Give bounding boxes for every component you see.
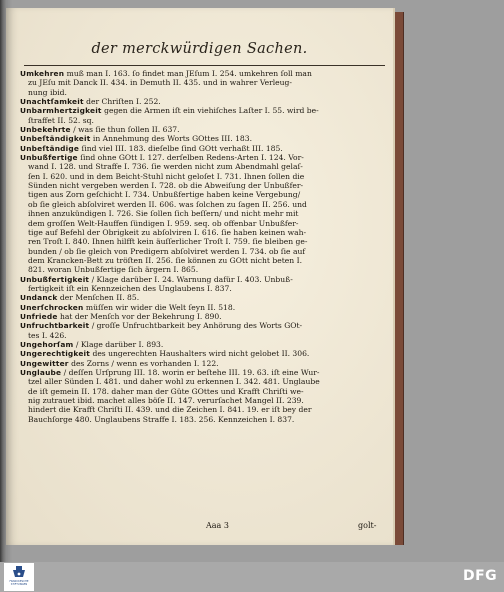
index-entry [20, 153, 386, 162]
index-entry-continuation [20, 78, 386, 87]
entry-text: 821. woran Unbußfertige ſich ärgern I. 865. [28, 265, 199, 275]
entry-keyword: Unbußfertigkeit [20, 274, 90, 284]
entry-keyword: Unbarmhertzigkeit [20, 106, 102, 116]
index-entry [20, 106, 386, 115]
index-entry-continuation [20, 256, 386, 265]
entry-text: / was ſie thun ſollen II. 637. [73, 125, 180, 135]
entry-text: des Zorns / wenn es vorhanden I. 122. [71, 358, 219, 368]
page-header: der merckwürdigen Sachen. [91, 41, 308, 57]
entry-keyword: Unbeſtändigkeit [20, 134, 91, 144]
entry-text: nig zutrauet ibid. machet alles böſe II. 147. verurſachet Mangel II. 239. [28, 396, 304, 406]
index-entry [20, 293, 386, 302]
index-entry-continuation [20, 284, 386, 293]
index-entry [20, 312, 386, 321]
index-entry [20, 303, 386, 312]
entry-text: der Menſchen II. 85. [59, 293, 140, 303]
entry-text: / Klage darüber I. 893. [75, 339, 164, 349]
dfg-logo: DFG [463, 568, 498, 584]
index-entry [20, 144, 386, 153]
index-entry-continuation [20, 116, 386, 125]
index-entry-continuation [20, 228, 386, 237]
entry-text: hat der Menſch vor der Bekehrung I. 890. [60, 311, 222, 321]
entry-keyword: Unfriede [20, 311, 58, 321]
index-entry [20, 349, 386, 358]
entry-text: ihnen anzukündigen I. 726. Sie ſollen ſich beſſern/ und nicht mehr mit [28, 209, 299, 219]
entry-keyword: Unerſchrocken [20, 302, 84, 312]
franckesche-stiftungen-logo [4, 563, 34, 591]
entry-text: Sünden nicht vergeben werden I. 728. ob die Abweiſung der Unbußfer- [28, 181, 304, 191]
entry-text: ſind ohne GOtt I. 127. derſelben Redens-Arten I. 124. Vor- [80, 153, 304, 163]
index-entry-continuation [20, 265, 386, 274]
header-rule [24, 65, 385, 66]
signature-mark: Aaa 3 [206, 521, 229, 530]
index-entry [20, 368, 386, 377]
index-entry [20, 275, 386, 284]
index-entry-continuation [20, 405, 386, 414]
entry-keyword: Undanck [20, 293, 58, 303]
entry-keyword: Ungewitter [20, 358, 69, 368]
logo-text: FRANCKESCHE STIFTUNGEN [9, 580, 29, 586]
index-entry-continuation [20, 237, 386, 246]
index-entry-continuation [20, 247, 386, 256]
entry-text: tzel aller Sünden I. 481. und daher wohl zu erkennen I. 342. 481. Unglaube [28, 377, 320, 387]
entry-text: des ungerechten Haushalters wird nicht gelobet II. 306. [92, 349, 310, 359]
entry-text: / Klage darüber I. 24. Warnung dafür I. 403. Unbuß- [91, 274, 293, 284]
index-entry-continuation [20, 377, 386, 386]
entry-text: fertigkeit iſt ein Kennzeichen des Unglaubens I. 837. [28, 283, 232, 293]
entry-keyword: Unbekehrte [20, 125, 71, 135]
entry-keyword: Unfruchtbarkeit [20, 321, 90, 331]
entry-keyword: Ungehorſam [20, 339, 74, 349]
index-entry-continuation [20, 209, 386, 218]
entry-text: nung ibid. [28, 87, 67, 97]
index-entry [20, 69, 386, 78]
index-entry-continuation [20, 331, 386, 340]
index-entry-continuation [20, 387, 386, 396]
entry-text: / groſſe Unfruchtbarkeit bey Anhörung des Worts GOt- [91, 321, 303, 331]
index-entry-continuation [20, 172, 386, 181]
index-entry [20, 321, 386, 330]
entry-keyword: Unbeſtändige [20, 143, 80, 153]
entry-text: gegen die Armen iſt ein viehiſches Laſter I. 55. wird be- [104, 106, 319, 116]
entry-text: hindert die Krafft Chriſti II. 439. und die Zeichen I. 841. 19. er iſt bey der [28, 405, 312, 415]
index-entry-continuation [20, 181, 386, 190]
entry-keyword: Unbußfertige [20, 153, 78, 163]
index-entry-continuation [20, 396, 386, 405]
logo-emblem-icon [4, 563, 34, 591]
entry-text: / deſſen Urſprung III. 18. worin er beſtehe III. 19. 63. iſt eine Wur- [63, 368, 320, 377]
entry-text: in Annehmung des Worts GOttes III. 183. [92, 134, 253, 144]
entry-text: ob ſie gleich abſolviret werden II. 606. was ſolchen zu ſagen II. 256. und [28, 199, 307, 209]
entry-text: müſſen wir wider die Welt ſeyn II. 518. [85, 302, 236, 312]
entry-text: ſind viel III. 183. dieſelbe ſind GOtt verhaßt III. 185. [81, 143, 283, 153]
index-entry [20, 359, 386, 368]
entry-keyword: Unachtſamkeit [20, 97, 84, 107]
entry-text: tigen aus Zorn geſchicht I. 734. Unbußfertige haben keine Vergebung/ [28, 190, 301, 200]
entry-keyword: Unglaube [20, 368, 62, 377]
entry-text: dem Krancken-Bett zu tröſten II. 256. ſie können zu GOtt nicht beten I. [28, 255, 303, 265]
entry-text: muß man I. 163. ſo findet man JEſum I. 254. umkehren ſoll man [66, 69, 312, 78]
entry-text: de iſt gemein II. 178. daher man der Güte GOttes und Krafft Chriſti we- [28, 386, 304, 396]
index-entry-continuation [20, 219, 386, 228]
entry-text: tige auf Befehl der Obrigkeit zu abſolviren I. 616. ſie haben keinen wah- [28, 227, 307, 237]
index-entry [20, 134, 386, 143]
index-entry-continuation [20, 415, 386, 424]
entry-text: ren Troſt I. 840. Ihnen hilfft kein äuſſerlicher Troſt I. 759. ſie bleiben ge- [28, 237, 308, 247]
index-entry-continuation [20, 88, 386, 97]
entry-text: der Chriſten I. 252. [86, 97, 161, 107]
index-entry [20, 97, 386, 106]
index-entry-continuation [20, 162, 386, 171]
entry-keyword: Ungerechtigkeit [20, 349, 91, 359]
index-entry-continuation [20, 190, 386, 199]
entry-text: ſen I. 620. und in dem Beicht-Stuhl nicht geloſet I. 731. Ihnen ſollen die [28, 171, 305, 181]
catchword: golt- [358, 521, 377, 530]
book-page [6, 8, 395, 545]
entry-text: tes I. 426. [28, 330, 67, 340]
entry-text: zu JEſu mit Danck II. 434. in Demuth II. 435. und in wahrer Verleug- [28, 78, 292, 88]
entry-text: bunden / ob ſie gleich von Predigern abſolviret werden I. 734. ob ſie auf [28, 246, 306, 256]
entry-text: dem groſſen Welt-Hauffen ſündigen I. 959. seq. ob offenbar Unbußfer- [28, 218, 299, 228]
index-entry [20, 340, 386, 349]
entry-keyword: Umkehren [20, 69, 65, 78]
entry-text: Bauchſorge 480. Unglaubens Straffe I. 183. 256. Kennzeichen I. 837. [28, 414, 295, 424]
index-entries [20, 69, 386, 424]
entry-text: wand I. 128. und Straffe I. 736. ſie werden nicht zum Abendmahl gelaſ- [28, 162, 303, 172]
entry-text: ſtraffet II. 52. sq. [28, 115, 94, 125]
viewer-footer-bar [0, 562, 504, 592]
index-entry-continuation [20, 200, 386, 209]
index-entry [20, 125, 386, 134]
